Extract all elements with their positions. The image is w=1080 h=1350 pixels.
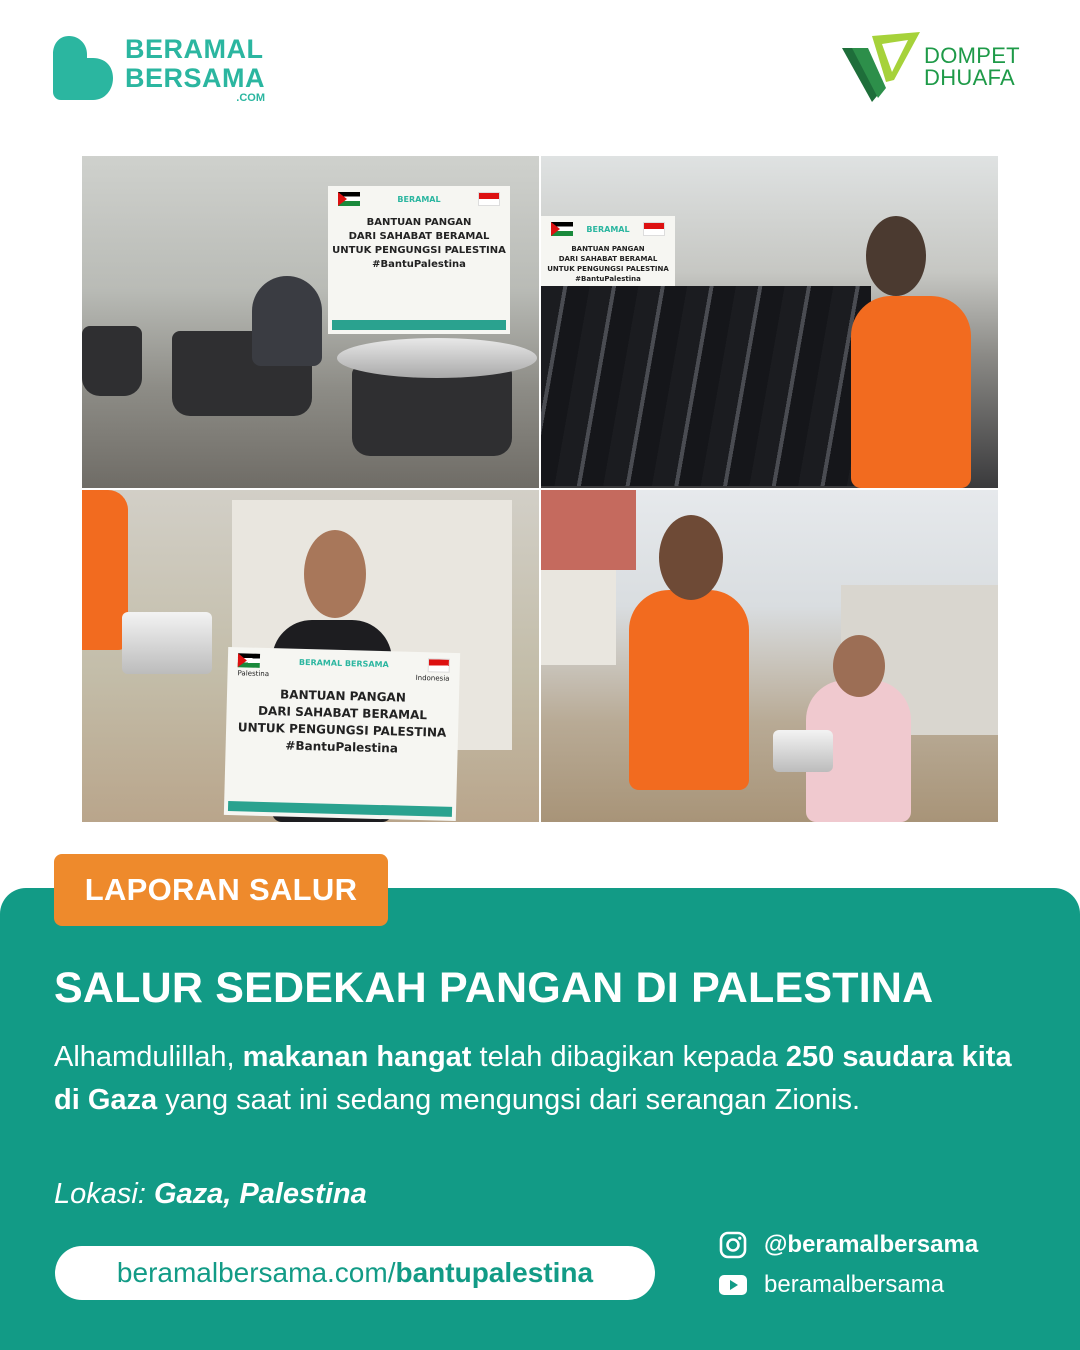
photo-cooking (82, 156, 539, 488)
url-path: bantupalestina (395, 1257, 594, 1288)
indonesia-flag-icon (428, 658, 450, 673)
photo-distribution (541, 490, 998, 822)
photo-collage (82, 156, 998, 822)
banner-line1: BANTUAN PANGAN (279, 687, 407, 705)
instagram-icon (718, 1230, 748, 1260)
volunteer-head (659, 515, 723, 600)
banner-mini-logo: BERAMAL BERSAMA (298, 657, 389, 669)
headline: SALUR SEDEKAH PANGAN DI PALESTINA (54, 964, 934, 1012)
banner-line3: UNTUK PENGUNGSI PALESTINA (237, 720, 447, 740)
banner-hashtag: #BantuPalestina (285, 738, 399, 756)
youtube-text: beramalbersama (764, 1271, 945, 1298)
photo-packing (541, 156, 998, 488)
girl-face (833, 635, 885, 697)
tent (541, 570, 616, 665)
heart-logo-icon (53, 36, 113, 100)
food-box (773, 730, 833, 772)
banner-label-left: Palestina (237, 669, 270, 679)
brand-left-line3: .COM (236, 92, 266, 104)
url-base: beramalbersama.com/ (116, 1257, 396, 1288)
aid-banner: BERAMAL BANTUAN PANGAN DARI SAHABAT BERAMAL UNTUK PENGUNGSI PALESTINA #BantuPalestina (328, 186, 510, 334)
building (541, 490, 636, 570)
photo-child-banner (82, 490, 539, 822)
donation-url[interactable] (55, 1246, 655, 1300)
banner-line2: DARI SAHABAT BERAMAL (257, 703, 428, 723)
instagram-text: @beramalbersama (764, 1231, 979, 1258)
food-box (122, 612, 212, 674)
body-bold-1: makanan hangat (242, 1041, 472, 1073)
location-value: Gaza, Palestina (153, 1178, 367, 1210)
body-part-2: telah dibagikan kepada (471, 1041, 786, 1073)
banner-label-right: Indonesia (415, 673, 450, 683)
brand-left-line2: BERSAMA (125, 63, 266, 93)
youtube-icon (718, 1270, 748, 1300)
body-part-1: Alhamdulillah, (54, 1041, 243, 1073)
brand-right-line2: DHUAFA (924, 65, 1016, 90)
cook-person (252, 276, 322, 366)
brand-left-line1: BERAMAL (125, 34, 264, 64)
youtube-handle[interactable] (718, 1270, 944, 1300)
volunteer-vest (851, 296, 971, 488)
brand-right-line1: DOMPET (924, 43, 1020, 68)
volunteer-vest (629, 590, 749, 790)
pot-lid (337, 338, 537, 378)
volunteer-head (866, 216, 926, 296)
palestine-flag-icon (238, 653, 260, 668)
aid-banner-main (224, 647, 460, 821)
dompet-dhuafa-logo (842, 30, 1020, 104)
report-tag-label: LAPORAN SALUR (84, 872, 358, 907)
dompet-dhuafa-mark-icon (842, 30, 922, 104)
instagram-handle[interactable] (718, 1230, 978, 1260)
cooking-pot (82, 326, 142, 396)
location-label: Lokasi: (54, 1178, 154, 1210)
body-text (54, 1036, 1014, 1122)
report-tag (54, 854, 388, 926)
food-packages (541, 286, 871, 486)
child-face (304, 530, 366, 618)
beramal-bersama-logo (53, 36, 265, 104)
cooking-pot (352, 366, 512, 456)
location-line (54, 1178, 367, 1211)
body-part-3: yang saat ini sedang mengungsi dari serangan Zionis. (157, 1084, 861, 1116)
aid-banner: BERAMAL BANTUAN PANGAN DARI SAHABAT BERAMAL UNTUK PENGUNGSI PALESTINA #BantuPalestina (541, 216, 675, 326)
body-bold-2: 250 saudara kita di Gaza (54, 1041, 1012, 1116)
